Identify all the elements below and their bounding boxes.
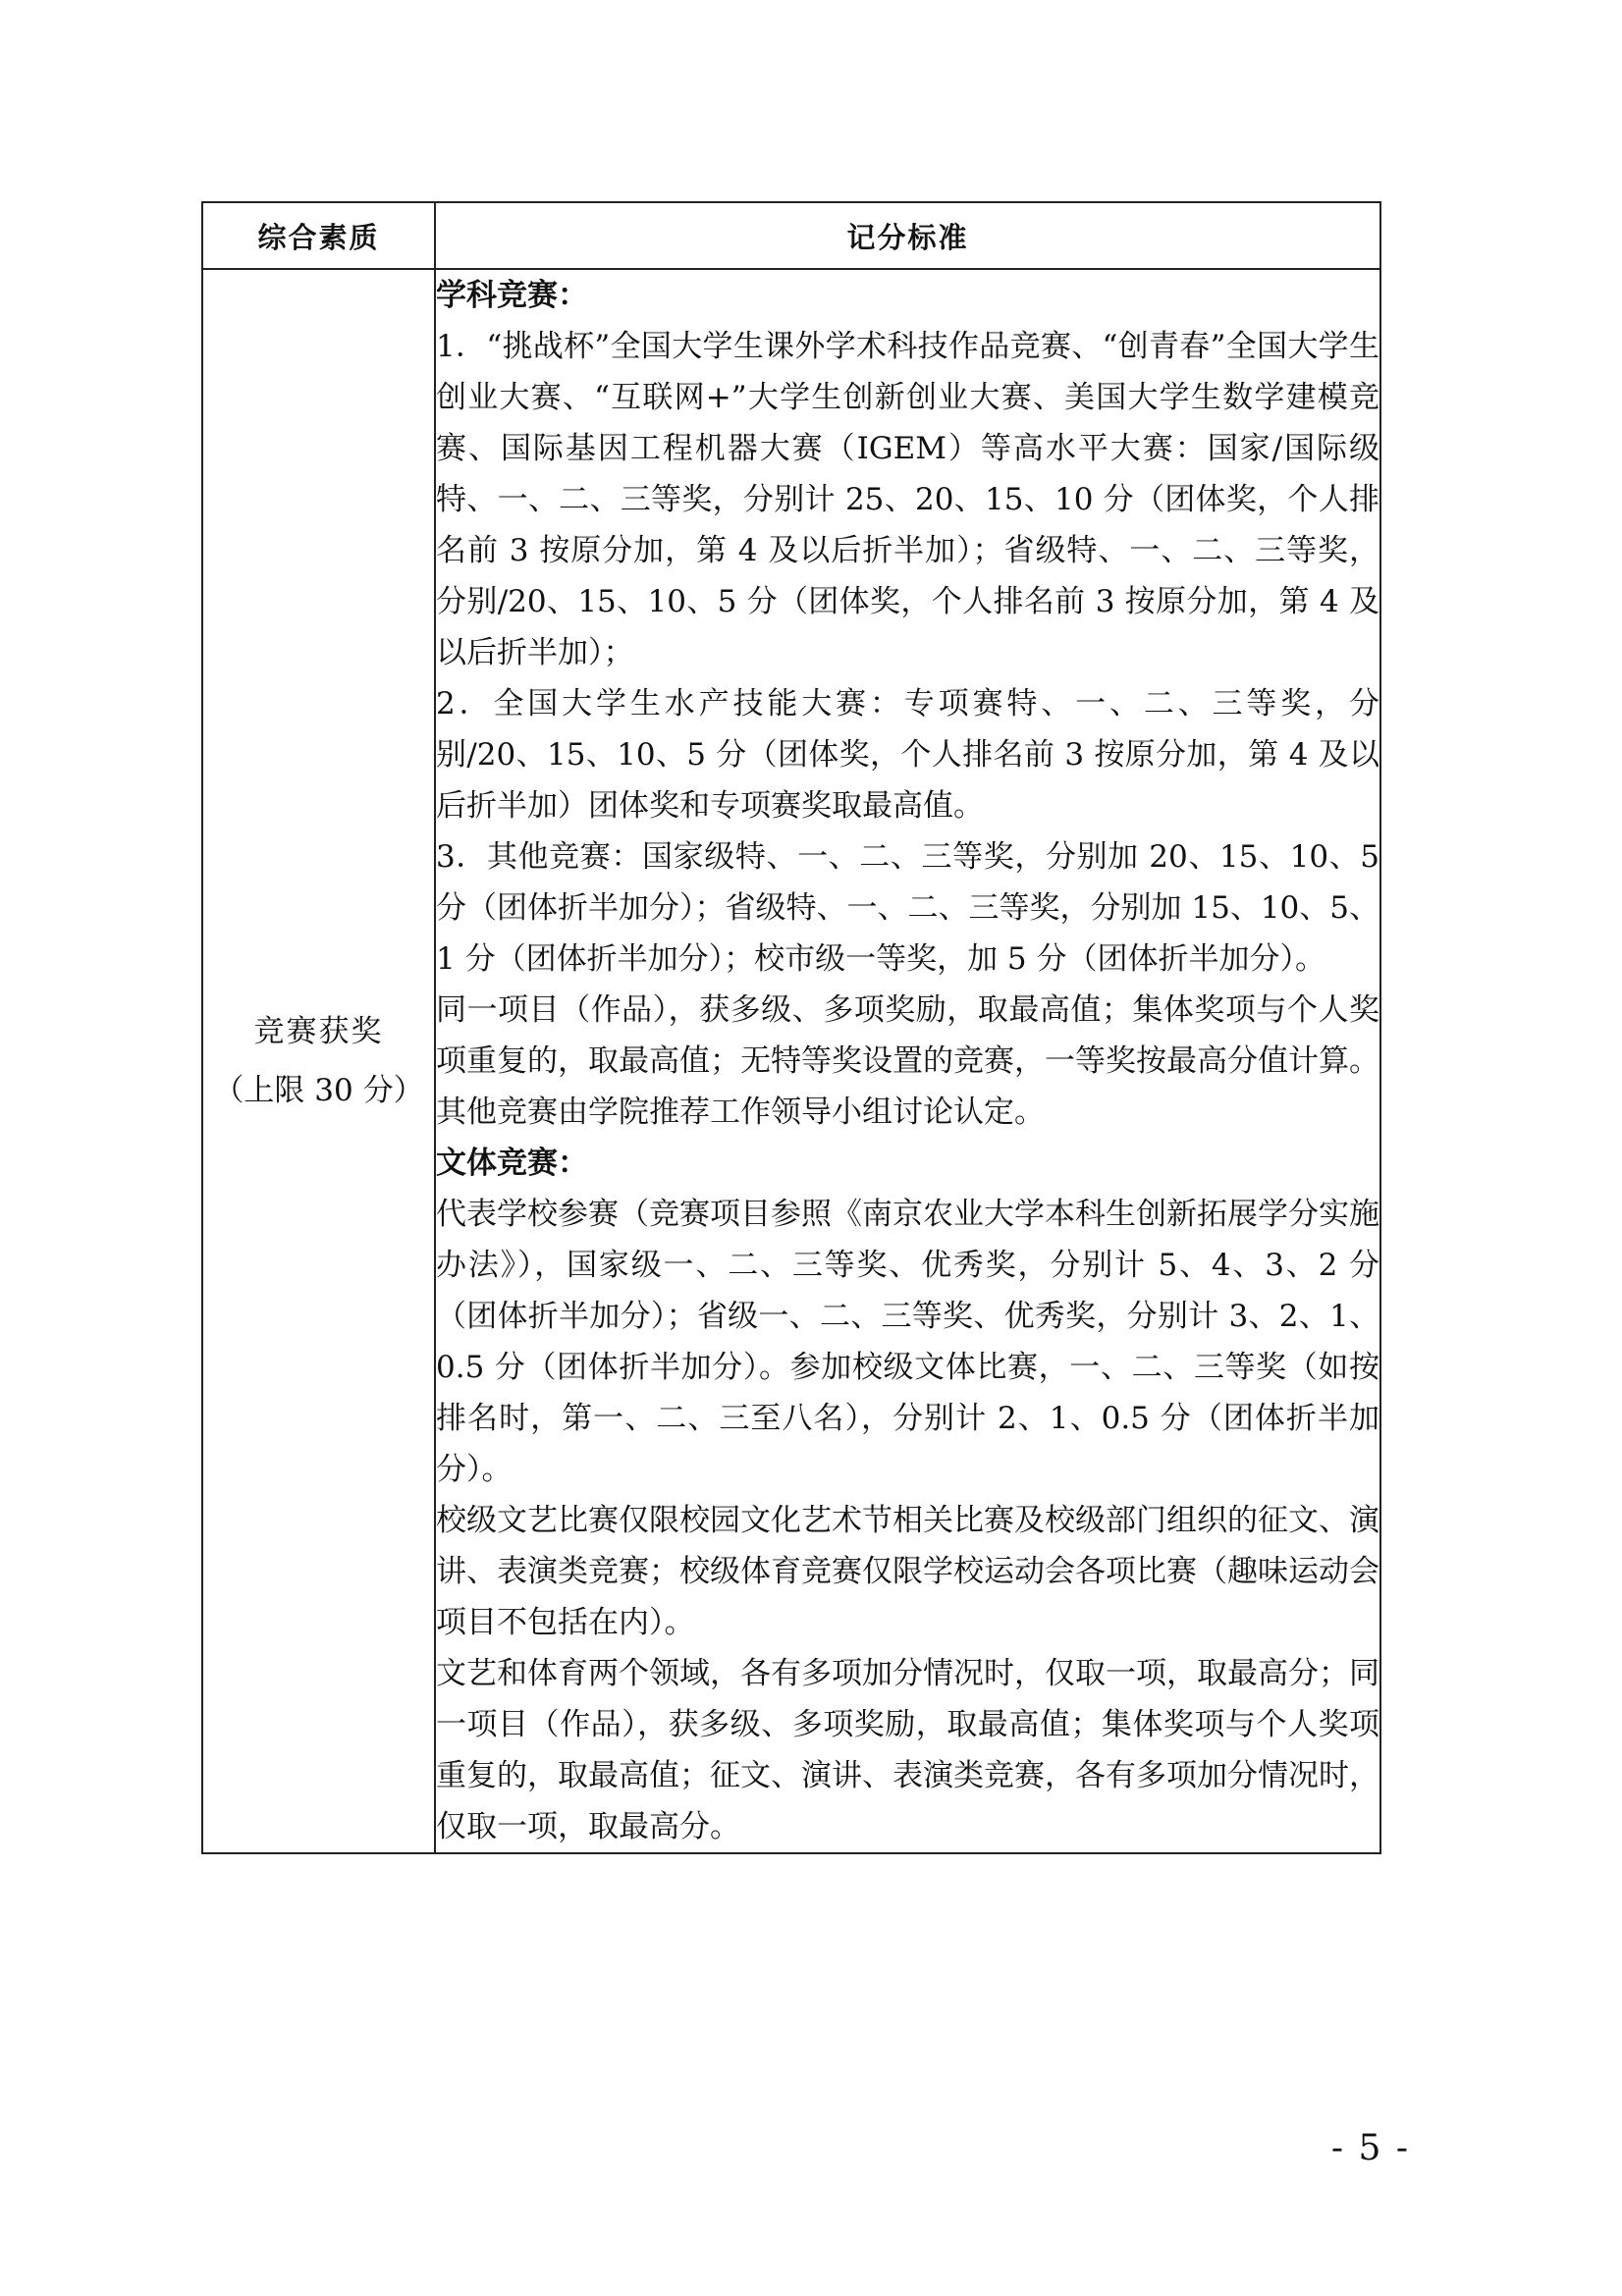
section-heading-arts-sports: 文体竞赛：: [436, 1146, 588, 1181]
table-row: [202, 269, 1380, 1853]
criteria-cell: [435, 269, 1380, 1853]
paragraph-academic-rule: 同一项目（作品），获多级、多项奖励，取最高值；集体奖项与个人奖项重复的，取最高值；无特等奖设置的竞赛，一等奖按最高分值计算。其他竞赛由学院推荐工作领导小组讨论认定。: [436, 992, 1379, 1130]
section-heading-academic: 学科竞赛：: [436, 278, 588, 313]
category-limit: （上限 30 分）: [213, 1073, 424, 1108]
paragraph-arts-sports-3: 文艺和体育两个领域，各有多项加分情况时，仅取一项，取最高分；同一项目（作品），获多级、多项奖励，取最高值；集体奖项与个人奖项重复的，取最高值；征文、演讲、表演类竞赛，各有多项加分情况时，仅取一项，取最高分。: [436, 1656, 1379, 1844]
paragraph-academic-1: 1．“挑战杯”全国大学生课外学术科技作品竞赛、“创青春”全国大学生创业大赛、“互联网+”大学生创新创业大赛、美国大学生数学建模竞赛、国际基因工程机器大赛（IGEM）等高水平大赛：国家/国际级特、一、二、三等奖，分别计 25、20、15、10 分（团体奖，个人排名前 3 按原分加，第 4 及以后折半加）；省级特、一、二、三等奖，分别/20、15、10、5 分（团体奖，个人排名前 3 按原分加，第 4 及以后折半加）；: [436, 329, 1379, 670]
paragraph-academic-2: 2．全国大学生水产技能大赛：专项赛特、一、二、三等奖，分别/20、15、10、5 分（团体奖，个人排名前 3 按原分加，第 4 及以后折半加）团体奖和专项赛奖取最高值。: [436, 686, 1379, 824]
paragraph-arts-sports-2: 校级文艺比赛仅限校园文化艺术节相关比赛及校级部门组织的征文、演讲、表演类竞赛；校级体育竞赛仅限学校运动会各项比赛（趣味运动会项目不包括在内）。: [436, 1503, 1379, 1640]
header-comprehensive-quality: 综合素质: [202, 202, 435, 269]
paragraph-arts-sports-1: 代表学校参赛（竞赛项目参照《南京农业大学本科生创新拓展学分实施办法》），国家级一、二、三等奖、优秀奖，分别计 5、4、3、2 分（团体折半加分）；省级一、二、三等奖、优秀奖，分别计 3、2、1、0.5 分（团体折半加分）。参加校级文体比赛，一、二、三等奖（如按排名时，第一、二、三至八名），分别计 2、1、0.5 分（团体折半加分）。: [436, 1197, 1379, 1487]
category-cell: [202, 269, 435, 1853]
score-criteria-table: [201, 201, 1381, 1854]
table-header-row: [202, 202, 1380, 269]
paragraph-academic-3: 3．其他竞赛：国家级特、一、二、三等奖，分别加 20、15、10、5 分（团体折半加分）；省级特、一、二、三等奖，分别加 15、10、5、1 分（团体折半加分）；校市级一等奖，加 5 分（团体折半加分）。: [436, 839, 1379, 977]
category-name: 竞赛获奖: [253, 1014, 384, 1049]
header-scoring-standard: 记分标准: [435, 202, 1380, 269]
page-number: - 5 -: [1330, 2128, 1410, 2168]
